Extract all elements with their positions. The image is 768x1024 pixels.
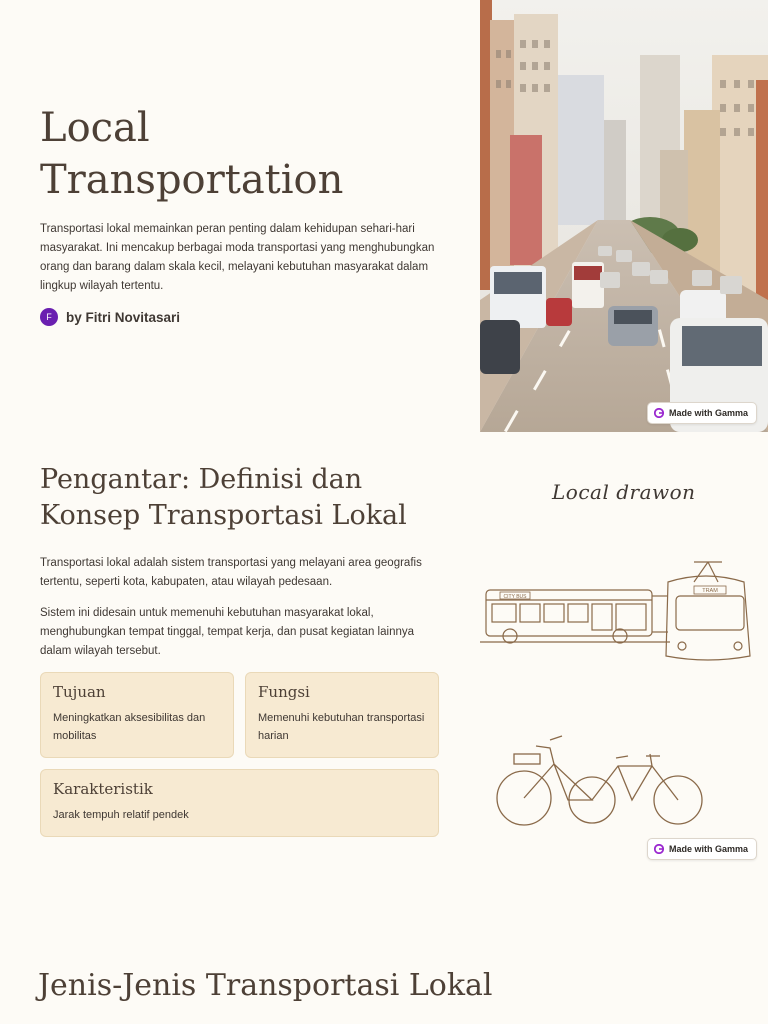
section-title: Pengantar: Definisi dan Konsep Transportasi Lokal (40, 464, 407, 531)
author-byline (40, 308, 180, 326)
card-title: Karakteristik (53, 780, 153, 798)
bicycles-sketch (492, 720, 708, 830)
card-title: Fungsi (258, 683, 310, 701)
next-section-title: Jenis-Jenis Transportasi Lokal (38, 968, 493, 1003)
card-text: Jarak tempuh relatif pendek (53, 809, 189, 821)
card-text: Meningkatkan aksesibilitas dan mobilitas (53, 712, 206, 742)
card-text: Memenuhi kebutuhan transportasi harian (258, 712, 425, 742)
badge-label: Made with Gamma (669, 408, 749, 418)
badge-label: Made with Gamma (669, 844, 749, 854)
page-title: Local Transportation (40, 105, 344, 203)
bus-tram-sketch (480, 556, 758, 674)
intro-description: Transportasi lokal memainkan peran penting dalam kehidupan sehari-hari masyarakat. Ini mencakup berbagai moda transportasi yang menghubungkan orang dan barang dalam skala kecil, melayani kebutuhan masyarakat dalam lingkup wilayah tertentu. (40, 223, 435, 292)
definition-paragraph: Transportasi lokal adalah sistem transportasi yang melayani area geografis tertentu, seperti kota, kabupaten, atau wilayah pedesaan. (40, 557, 422, 588)
slide-introduction (0, 436, 768, 866)
city-traffic-photo (480, 0, 768, 432)
tram-sign-text: TRAM (702, 588, 718, 594)
gamma-logo-icon (654, 408, 664, 418)
card-fungsi (245, 672, 439, 758)
concept-paragraph: Sistem ini didesain untuk memenuhi kebutuhan masyarakat lokal, menghubungkan tempat tinggal, tempat kerja, dan pusat kegiatan lainnya dalam wilayah tersebut. (40, 607, 415, 657)
card-title: Tujuan (53, 683, 106, 701)
made-with-gamma-badge[interactable] (647, 838, 757, 860)
bus-sign-text: CITY BUS (503, 594, 527, 600)
card-tujuan (40, 672, 234, 758)
city-street-illustration (480, 0, 768, 432)
author-name: by Fitri Novitasari (66, 309, 181, 325)
made-with-gamma-badge[interactable] (647, 402, 757, 424)
gamma-logo-icon (654, 844, 664, 854)
author-avatar: F (40, 308, 58, 326)
sketch-caption: Local drawon (552, 480, 696, 504)
slide-title (0, 0, 768, 432)
card-karakteristik (40, 769, 439, 837)
